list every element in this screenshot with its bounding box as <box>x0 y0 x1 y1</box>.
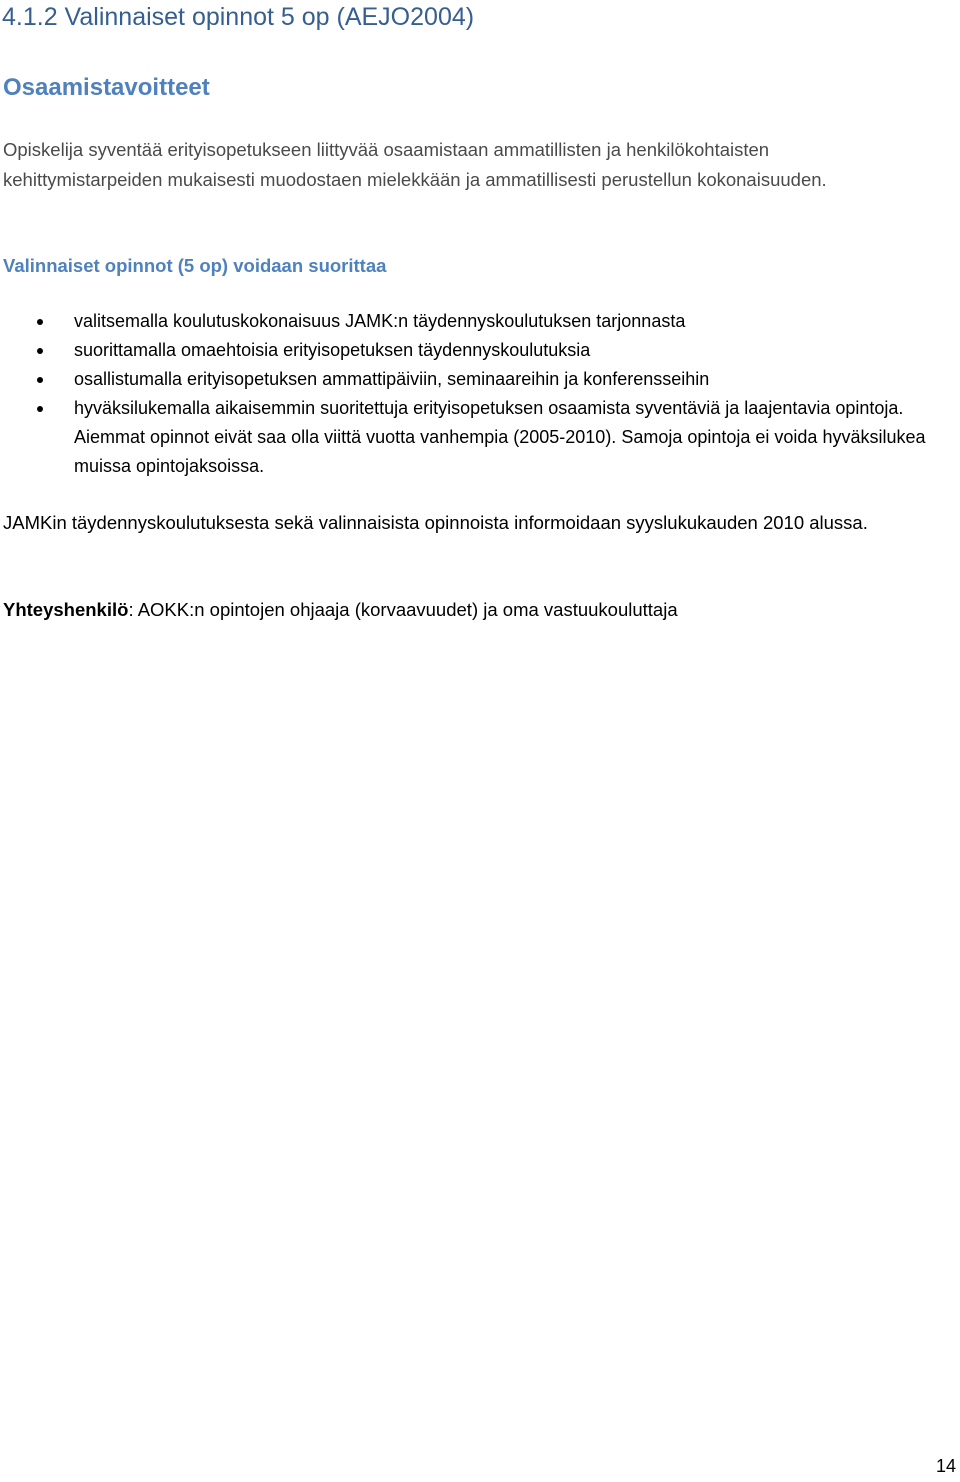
info-paragraph: JAMKin täydennyskoulutuksesta sekä valinnaisista opinnoista informoidaan syyslukukauden 2010 alussa. <box>3 512 868 533</box>
section-heading: 4.1.2 Valinnaiset opinnot 5 op (AEJO2004) <box>2 3 475 31</box>
list-item <box>0 394 954 481</box>
list-item <box>0 336 954 365</box>
list-item-text: valitsemalla koulutuskokonaisuus JAMK:n täydennyskoulutuksen tarjonnasta <box>74 311 686 331</box>
list-item-text: hyväksilukemalla aikaisemmin suoritettuja erityisopetuksen osaamista syventäviä ja laajentavia opintoja. Aiemmat opinnot eivät saa olla viittä vuotta vanhempia (2005-2010). Samoja opintoja ei voida hyväksilukea muissa opintojaksoissa. <box>74 398 926 476</box>
bullet-icon <box>37 319 43 325</box>
contact-label: Yhteyshenkilö <box>3 599 129 620</box>
list-item <box>0 307 954 336</box>
list-item <box>0 365 954 394</box>
options-list <box>0 307 960 481</box>
bullet-icon <box>37 348 43 354</box>
list-item-text: osallistumalla erityisopetuksen ammattipäiviin, seminaareihin ja konferensseihin <box>74 369 710 389</box>
options-heading: Valinnaiset opinnot (5 op) voidaan suorittaa <box>3 255 387 276</box>
list-item-text: suorittamalla omaehtoisia erityisopetuksen täydennyskoulutuksia <box>74 340 591 360</box>
page-number: 14 <box>935 1456 956 1476</box>
bullet-icon <box>37 406 43 412</box>
intro-paragraph: Opiskelija syventää erityisopetukseen liittyvää osaamistaan ammatillisten ja henkilökohtaisten kehittymistarpeiden mukaisesti muodostaen mielekkään ja ammatillisesti perustellun kokonaisuuden. <box>3 139 827 190</box>
contact-line <box>3 595 953 625</box>
learning-goals-heading: Osaamistavoitteet <box>3 74 210 101</box>
contact-text: : AOKK:n opintojen ohjaaja (korvaavuudet) ja oma vastuukouluttaja <box>128 599 678 620</box>
bullet-icon <box>37 377 43 383</box>
